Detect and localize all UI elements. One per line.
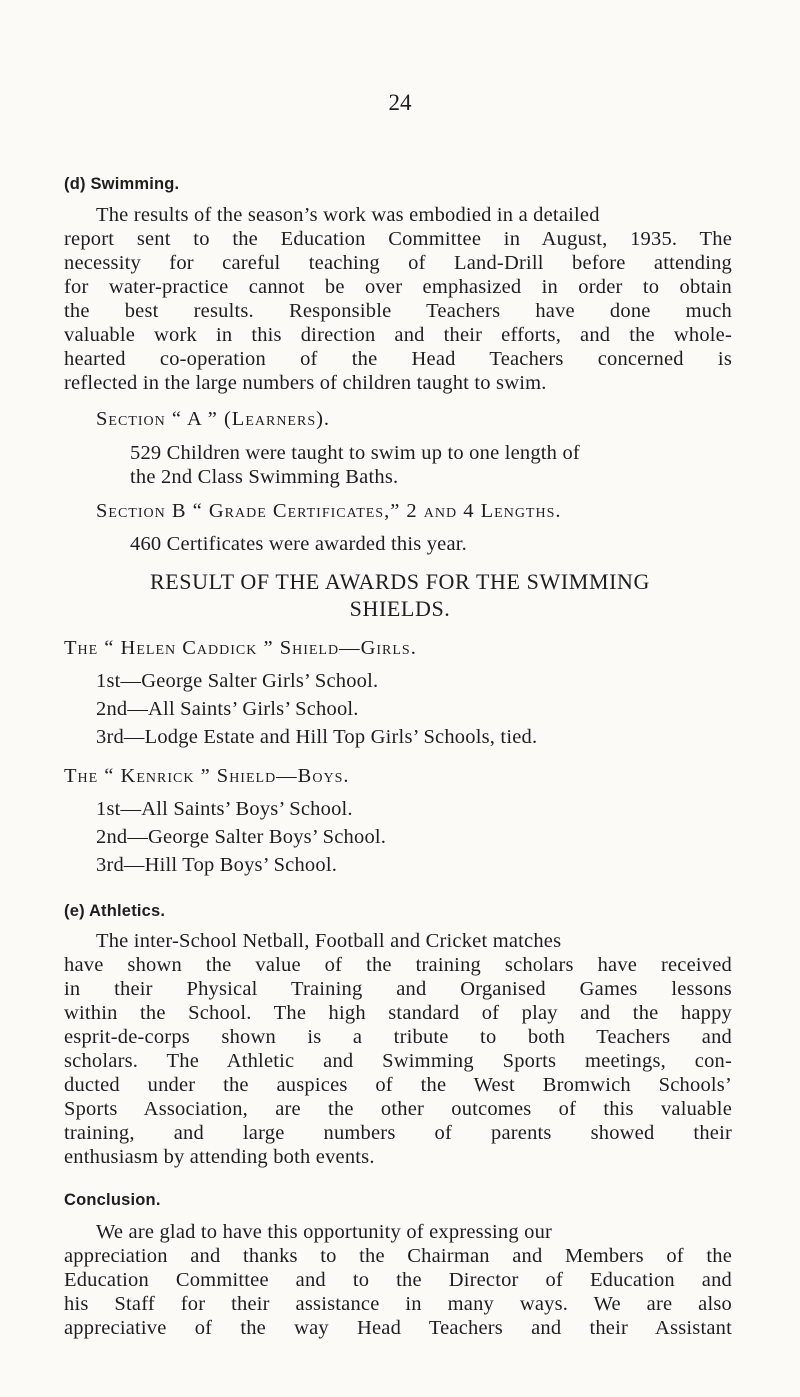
swimming-line: valuable work in this direction and their efforts, and the whole- bbox=[64, 324, 732, 346]
athletics-line: within the School. The high standard of play and the happy bbox=[64, 1002, 732, 1024]
girls-result: 2nd—All Saints’ Girls’ School. bbox=[96, 698, 359, 720]
boys-result: 1st—All Saints’ Boys’ School. bbox=[96, 798, 353, 820]
swimming-line: report sent to the Education Committee in August, 1935. The bbox=[64, 228, 732, 250]
result-title-line: RESULT OF THE AWARDS FOR THE SWIMMING bbox=[149, 569, 651, 594]
page-number: 24 bbox=[388, 90, 412, 115]
boys-result: 3rd—Hill Top Boys’ School. bbox=[96, 854, 338, 876]
athletics-line: ducted under the auspices of the West Bromwich Schools’ bbox=[64, 1074, 732, 1096]
section-b-heading: Section B “ Grade Certificates,” 2 and 4 Lengths. bbox=[96, 500, 562, 522]
athletics-line: Sports Association, are the other outcomes of this valuable bbox=[64, 1098, 732, 1120]
section-b-line: 460 Certificates were awarded this year. bbox=[130, 533, 468, 555]
section-a-heading: Section “ A ” (Learners). bbox=[96, 408, 331, 430]
athletics-line: scholars. The Athletic and Swimming Sports meetings, con- bbox=[64, 1050, 732, 1072]
athletics-line: training, and large numbers of parents showed their bbox=[64, 1122, 732, 1144]
result-title-line: SHIELDS. bbox=[349, 596, 451, 621]
athletics-line: esprit-de-corps shown is a tribute to both Teachers and bbox=[64, 1026, 732, 1048]
swimming-line: necessity for careful teaching of Land-Drill before attending bbox=[64, 252, 732, 274]
conclusion-line: appreciation and thanks to the Chairman and Members of the bbox=[64, 1245, 732, 1267]
girls-result: 1st—George Salter Girls’ School. bbox=[96, 670, 379, 692]
section-a-line: 529 Children were taught to swim up to one length of bbox=[130, 442, 580, 464]
athletics-line: in their Physical Training and Organised Games lessons bbox=[64, 978, 732, 1000]
swimming-line: reflected in the large numbers of children taught to swim. bbox=[64, 372, 547, 394]
conclusion-line: appreciative of the way Head Teachers and their Assistant bbox=[64, 1317, 732, 1339]
conclusion-line: Education Committee and to the Director of Education and bbox=[64, 1269, 732, 1291]
swimming-line: hearted co-operation of the Head Teachers concerned is bbox=[64, 348, 732, 370]
athletics-heading: (e) Athletics. bbox=[64, 902, 166, 920]
swimming-line: The results of the season’s work was embodied in a detailed bbox=[96, 204, 600, 226]
swimming-line: for water-practice cannot be over emphasized in order to obtain bbox=[64, 276, 732, 298]
conclusion-heading: Conclusion. bbox=[64, 1191, 161, 1209]
girls-shield-heading: The “ Helen Caddick ” Shield—Girls. bbox=[64, 637, 417, 659]
athletics-line: The inter-School Netball, Football and Cricket matches bbox=[96, 930, 562, 952]
section-a-line: the 2nd Class Swimming Baths. bbox=[130, 466, 399, 488]
boys-result: 2nd—George Salter Boys’ School. bbox=[96, 826, 387, 848]
boys-shield-heading: The “ Kenrick ” Shield—Boys. bbox=[64, 765, 350, 787]
swimming-heading: (d) Swimming. bbox=[64, 175, 180, 193]
conclusion-line: his Staff for their assistance in many ways. We are also bbox=[64, 1293, 732, 1315]
athletics-line: have shown the value of the training scholars have received bbox=[64, 954, 732, 976]
athletics-line: enthusiasm by attending both events. bbox=[64, 1146, 375, 1168]
conclusion-line: We are glad to have this opportunity of expressing our bbox=[96, 1221, 553, 1243]
girls-result: 3rd—Lodge Estate and Hill Top Girls’ Schools, tied. bbox=[96, 726, 538, 748]
swimming-line: the best results. Responsible Teachers have done much bbox=[64, 300, 732, 322]
